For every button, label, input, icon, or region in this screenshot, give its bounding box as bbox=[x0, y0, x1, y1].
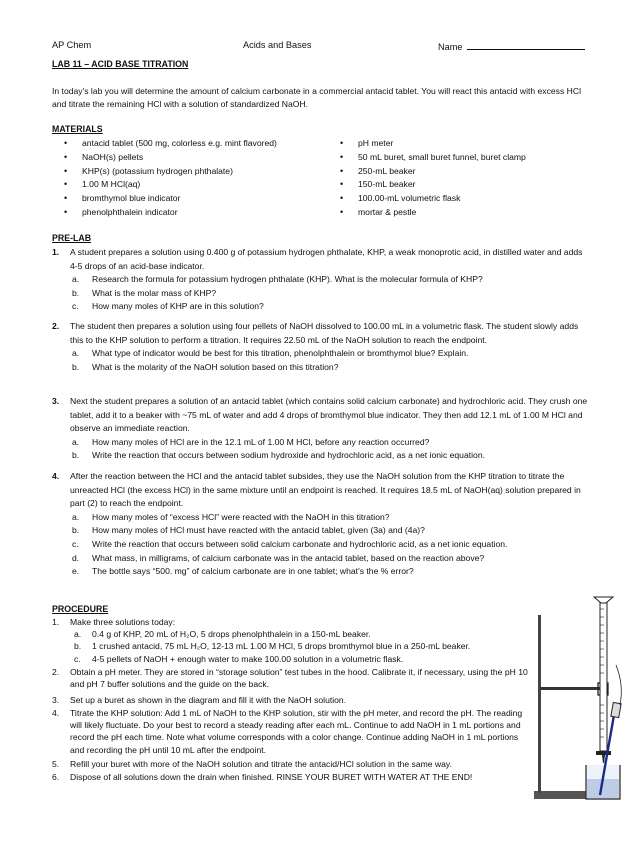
procedure-step-2 bbox=[52, 666, 532, 690]
sub-text: Write the reaction that occurs between sodium hydroxide and hydrochloric acid, as a net ionic equation. bbox=[92, 450, 485, 461]
sub-letter: e. bbox=[72, 566, 80, 577]
procedure-step-1 bbox=[52, 616, 532, 665]
question-number: 3. bbox=[52, 396, 60, 406]
step-sub bbox=[52, 640, 532, 652]
question-text: The student then prepares a solution using four pellets of NaOH dissolved to 100.00 mL in a volumetric flask. The student slowly adds this to the KHP solution to perform a titration. It requires 22.50 mL of the NaOH solution to reach the endpoint. bbox=[70, 321, 579, 345]
sub-question bbox=[52, 565, 590, 579]
sub-text: Write the reaction that occurs between solid calcium carbonate and hydrochloric acid, as a net ionic equation. bbox=[92, 538, 508, 549]
sub-letter: b. bbox=[72, 525, 80, 536]
step-number: 5. bbox=[52, 759, 60, 769]
sub-letter: a. bbox=[74, 629, 82, 640]
question-number: 2. bbox=[52, 321, 60, 331]
sub-letter: b. bbox=[72, 361, 80, 372]
sub-text: What type of indicator would be best for this titration, phenolphthalein or bromthymol blue? Explain. bbox=[92, 348, 469, 359]
step-text: Dispose of all solutions down the drain when finished. RINSE YOUR BURET WITH WATER AT THE END! bbox=[70, 772, 473, 782]
sub-letter: a. bbox=[72, 436, 80, 447]
sub-text: What is the molarity of the NaOH solution based on this titration? bbox=[92, 361, 339, 372]
procedure-step-5 bbox=[52, 758, 532, 770]
sub-letter: d. bbox=[72, 552, 80, 563]
intro-paragraph: In today's lab you will determine the amount of calcium carbonate in a commercial antacid tablet. You will react this antacid with excess HCl and titrate the remaining HCl with a solution of standardized NaOH. bbox=[52, 86, 581, 109]
buret-clamp bbox=[540, 687, 602, 690]
sub-question bbox=[52, 538, 590, 552]
step-sub bbox=[52, 653, 532, 665]
step-number: 6. bbox=[52, 772, 60, 782]
material-item: • 50 mL buret, small buret funnel, buret clamp bbox=[336, 151, 526, 165]
sub-text: Research the formula for potassium hydrogen phthalate (KHP). What is the molecular formula of KHP? bbox=[92, 274, 483, 285]
prelab-question-1 bbox=[52, 246, 590, 314]
step-number: 3. bbox=[52, 695, 60, 705]
sub-question bbox=[52, 524, 590, 538]
step-text: Titrate the KHP solution: Add 1 mL of NaOH to the KHP solution, stir with the pH meter, and record the pH. The reading will likely fluctuate. Do your best to record a steady reading after each mL. Continue to add NaOH in 1 mL portions and record the pH each time. Note what volume corresponds with a color change. Continue adding NaOH in 1 mL portions and recording the pH until 10 mL after the endpoint. bbox=[70, 708, 523, 755]
procedure-step-4 bbox=[52, 707, 532, 756]
sub-letter: b. bbox=[74, 641, 82, 652]
lab-title: LAB 11 – ACID BASE TITRATION bbox=[52, 59, 189, 69]
sub-question bbox=[52, 436, 590, 450]
sub-question bbox=[52, 287, 590, 301]
sub-question bbox=[52, 361, 590, 375]
step-text: Make three solutions today: bbox=[70, 617, 176, 627]
step-sub bbox=[52, 628, 532, 640]
prelab-heading: PRE-LAB bbox=[52, 233, 92, 243]
procedure-step-3 bbox=[52, 694, 532, 706]
sub-letter: c. bbox=[72, 301, 79, 312]
sub-letter: a. bbox=[72, 511, 80, 522]
materials-heading: MATERIALS bbox=[52, 124, 103, 134]
question-text: Next the student prepares a solution of an antacid tablet (which contains solid calcium carbonate) and hydrochloric acid. They crush one tablet, add it to a beaker with ~75 mL of water and add 4 drops of bromthymol blue indicator. They then add 12.1 mL of 1.00 M HCl and observe an immediate reaction. bbox=[70, 396, 588, 434]
step-text: Set up a buret as shown in the diagram and fill it with the NaOH solution. bbox=[70, 695, 347, 705]
material-item: • 1.00 M HCl(aq) bbox=[60, 178, 277, 192]
sub-question bbox=[52, 300, 590, 314]
sub-letter: c. bbox=[72, 538, 79, 549]
sub-text: 4-5 pellets of NaOH + enough water to make 100.00 solution in a volumetric flask. bbox=[92, 653, 404, 664]
sub-question bbox=[52, 347, 590, 361]
step-text: Refill your buret with more of the NaOH solution and titrate the antacid/HCl solution in the same way. bbox=[70, 759, 452, 769]
material-item: • 250-mL beaker bbox=[336, 165, 526, 179]
sub-letter: a. bbox=[72, 348, 80, 359]
sub-text: How many moles of HCl must have reacted with the antacid tablet, given (3a) and (4a)? bbox=[92, 525, 425, 536]
step-text: Obtain a pH meter. They are stored in “storage solution” test tubes in the hood. Calibrate it, if necessary, using the pH 10 and pH 7 buffer solutions and the guide on the back. bbox=[70, 667, 528, 690]
material-item: • 100.00-mL volumetric flask bbox=[336, 192, 526, 206]
question-number: 1. bbox=[52, 247, 60, 257]
buret-funnel bbox=[594, 597, 613, 603]
materials-list-right bbox=[336, 137, 526, 220]
sub-letter: c. bbox=[74, 653, 81, 664]
sub-question bbox=[52, 511, 590, 525]
material-item: • pH meter bbox=[336, 137, 526, 151]
material-item: • antacid tablet (500 mg, colorless e.g. mint flavored) bbox=[60, 137, 277, 151]
prelab-question-2 bbox=[52, 320, 590, 374]
material-item: • phenolphthalein indicator bbox=[60, 206, 277, 220]
titration-setup-diagram bbox=[528, 595, 626, 805]
prelab-question-3 bbox=[52, 395, 590, 463]
question-text: After the reaction between the HCl and the antacid tablet subsides, they use the NaOH solution from the KHP titration to titrate the unreacted HCl (the excess HCl) in the same mixture until an endpoint is reached. It requires 18.5 mL of NaOH(aq) solution prepared in part (2) to reach the endpoint. bbox=[70, 471, 581, 509]
material-item: • mortar & pestle bbox=[336, 206, 526, 220]
sub-question bbox=[52, 449, 590, 463]
sub-question bbox=[52, 552, 590, 566]
step-number: 4. bbox=[52, 708, 60, 718]
unit-label: Acids and Bases bbox=[243, 40, 312, 50]
step-number: 1. bbox=[52, 617, 60, 627]
material-item: • NaOH(s) pellets bbox=[60, 151, 277, 165]
name-field[interactable] bbox=[438, 40, 585, 52]
stand-rod bbox=[538, 615, 541, 793]
buret bbox=[600, 601, 607, 751]
sub-text: How many moles of HCl are in the 12.1 mL of 1.00 M HCl, before any reaction occurred? bbox=[92, 436, 430, 447]
material-item: • 150-mL beaker bbox=[336, 178, 526, 192]
name-blank-line[interactable] bbox=[467, 40, 585, 50]
name-label: Name bbox=[438, 42, 463, 52]
sub-letter: a. bbox=[72, 274, 80, 285]
sub-letter: b. bbox=[72, 287, 80, 298]
material-item: • KHP(s) (potassium hydrogen phthalate) bbox=[60, 165, 277, 179]
course-label: AP Chem bbox=[52, 40, 92, 50]
sub-text: How many moles of “excess HCl” were reacted with the NaOH in this titration? bbox=[92, 511, 390, 522]
sub-text: 1 crushed antacid, 75 mL H₂O, 12-13 mL 1.00 M HCl, 5 drops bromthymol blue in a 250-mL beaker. bbox=[92, 641, 471, 652]
sub-text: What mass, in milligrams, of calcium carbonate was in the antacid tablet, based on the reaction above? bbox=[92, 552, 485, 563]
procedure-heading: PROCEDURE bbox=[52, 604, 109, 614]
material-item: • bromthymol blue indicator bbox=[60, 192, 277, 206]
sub-text: 0.4 g of KHP, 20 mL of H₂O, 5 drops phenolphthalein in a 150-mL beaker. bbox=[92, 629, 371, 640]
sub-letter: b. bbox=[72, 450, 80, 461]
sub-text: The bottle says “500. mg” of calcium carbonate are in one tablet; what's the % error? bbox=[92, 566, 414, 577]
procedure-step-6 bbox=[52, 771, 532, 783]
question-number: 4. bbox=[52, 471, 60, 481]
materials-list-left bbox=[60, 137, 277, 220]
step-number: 2. bbox=[52, 667, 60, 677]
sub-text: What is the molar mass of KHP? bbox=[92, 287, 217, 298]
prelab-question-4 bbox=[52, 470, 590, 579]
sub-text: How many moles of KHP are in this solution? bbox=[92, 301, 264, 312]
question-text: A student prepares a solution using 0.400 g of potassium hydrogen phthalate, KHP, a weak monoprotic acid, in distilled water and adds 4-5 drops of an acid-base indicator. bbox=[70, 247, 583, 271]
sub-question bbox=[52, 273, 590, 287]
